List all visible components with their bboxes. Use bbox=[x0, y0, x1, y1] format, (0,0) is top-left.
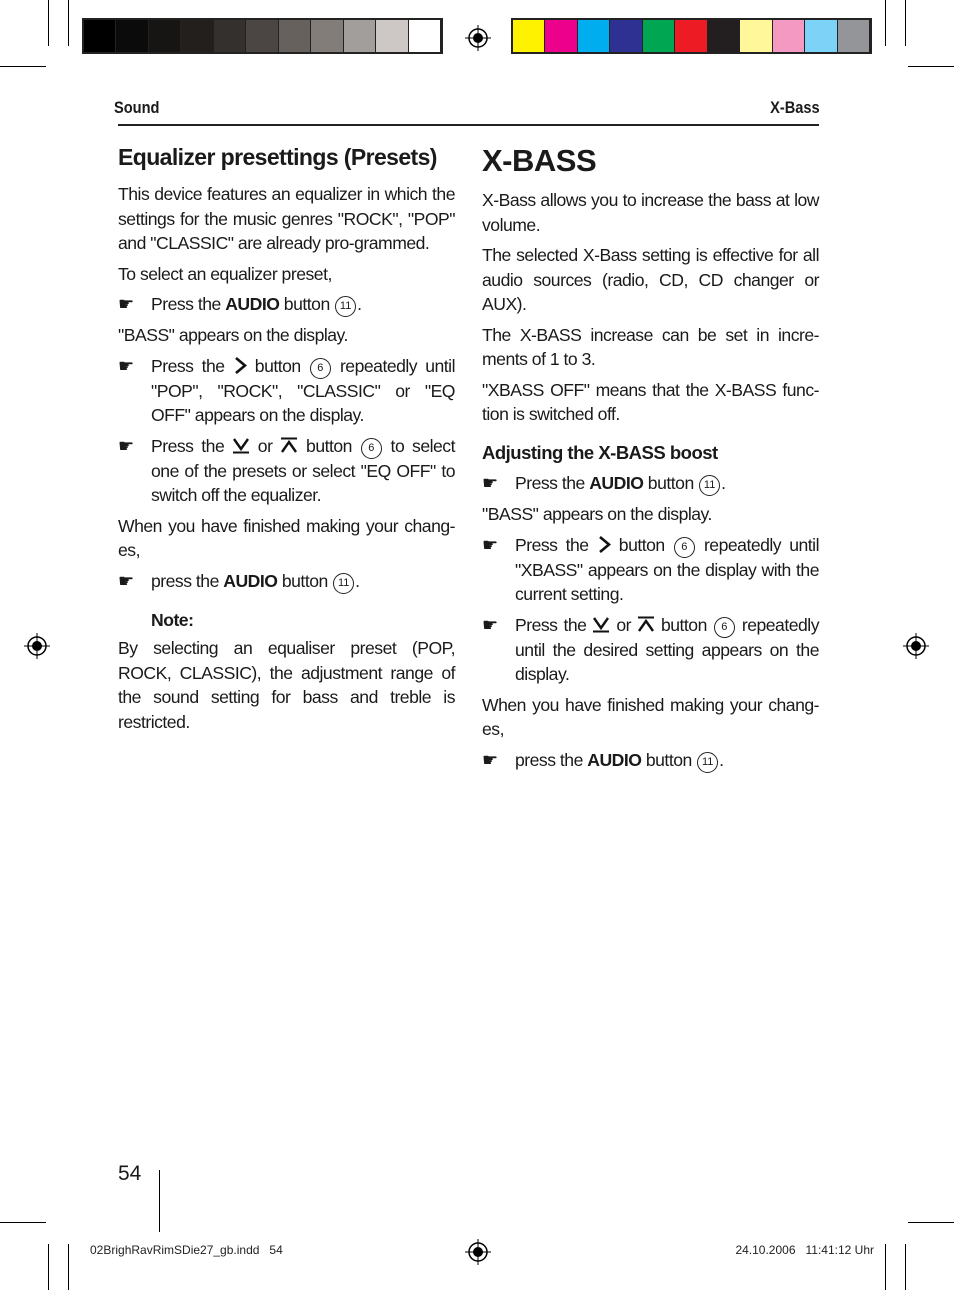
right-column bbox=[482, 140, 819, 779]
section-heading: Equalizer presettings (Presets) bbox=[118, 144, 437, 170]
color-swatch bbox=[149, 20, 181, 52]
registration-mark-icon bbox=[903, 633, 929, 659]
instruction-step: ☛ Press the AUDIO button 11 . bbox=[482, 471, 819, 496]
page-number-rule bbox=[159, 1170, 160, 1232]
pointing-hand-icon: ☛ bbox=[482, 614, 498, 635]
color-swatch bbox=[279, 20, 311, 52]
chevron-up-icon bbox=[637, 616, 655, 633]
instruction-step: ☛ Press the button 6 repeatedly until "POP", "ROCK", "CLASSIC" or "EQ OFF" appears on the display. bbox=[118, 354, 455, 428]
color-swatch bbox=[675, 20, 707, 52]
crop-mark bbox=[48, 1244, 49, 1290]
registration-mark-icon bbox=[24, 633, 50, 659]
crop-mark bbox=[68, 0, 69, 46]
color-swatch bbox=[311, 20, 343, 52]
color-swatch bbox=[344, 20, 376, 52]
left-column bbox=[118, 140, 455, 740]
color-swatch bbox=[513, 20, 545, 52]
pointing-hand-icon: ☛ bbox=[482, 749, 498, 770]
crop-mark bbox=[908, 66, 954, 67]
crop-mark bbox=[908, 1222, 954, 1223]
button-number-badge: 6 bbox=[714, 617, 735, 638]
footer-filename: 02BrighRavRimSDie27_gb.indd 54 bbox=[90, 1243, 283, 1257]
paragraph: "XBASS OFF" means that the X-BASS func-tion is switched off. bbox=[482, 379, 819, 424]
color-swatch bbox=[643, 20, 675, 52]
paragraph: The X-BASS increase can be set in incre-ments of 1 to 3. bbox=[482, 324, 819, 369]
running-head-left: Sound bbox=[114, 98, 160, 117]
pointing-hand-icon: ☛ bbox=[482, 534, 498, 555]
page-number: 54 bbox=[118, 1162, 142, 1185]
color-swatch bbox=[708, 20, 740, 52]
color-swatch bbox=[376, 20, 408, 52]
pointing-hand-icon: ☛ bbox=[118, 355, 134, 376]
subheading: Adjusting the X-BASS boost bbox=[482, 441, 718, 463]
color-swatch bbox=[740, 20, 772, 52]
paragraph: To select an equalizer preset, bbox=[118, 263, 332, 284]
color-swatch bbox=[84, 20, 116, 52]
registration-mark-icon bbox=[465, 25, 491, 51]
paragraph: This device features an equalizer in which the settings for the music genres "ROCK", "POP" and "CLASSIC" are already pro-grammed. bbox=[118, 184, 455, 253]
color-swatch bbox=[610, 20, 642, 52]
crop-mark bbox=[0, 1222, 46, 1223]
instruction-step: ☛ press the AUDIO button 11 . bbox=[118, 569, 455, 594]
color-swatch bbox=[578, 20, 610, 52]
instruction-step: ☛ Press the or button 6 repeatedly until the desired setting appears on the display. bbox=[482, 613, 819, 687]
color-swatch bbox=[805, 20, 837, 52]
paragraph: When you have finished making your chang-es, bbox=[482, 694, 819, 739]
paragraph: When you have finished making your chang-es, bbox=[118, 515, 455, 560]
chevron-down-icon bbox=[592, 616, 610, 633]
crop-mark bbox=[905, 1244, 906, 1290]
crop-mark bbox=[885, 1244, 886, 1290]
crop-mark bbox=[68, 1244, 69, 1290]
chevron-right-icon bbox=[233, 357, 247, 374]
section-heading: X-BASS bbox=[482, 143, 597, 178]
pointing-hand-icon: ☛ bbox=[118, 570, 134, 591]
gray-calibration-bar bbox=[82, 18, 443, 54]
registration-mark-icon bbox=[465, 1239, 491, 1265]
instruction-step: ☛ press the AUDIO button 11 . bbox=[482, 748, 819, 773]
button-number-badge: 11 bbox=[333, 573, 354, 594]
paragraph: X-Bass allows you to increase the bass at low volume. bbox=[482, 190, 819, 235]
chevron-down-icon bbox=[232, 437, 250, 454]
paragraph: The selected X-Bass setting is effective for all audio sources (radio, CD, CD changer or AUX). bbox=[482, 245, 819, 314]
button-number-badge: 11 bbox=[335, 296, 356, 317]
pointing-hand-icon: ☛ bbox=[118, 294, 134, 314]
button-number-badge: 6 bbox=[674, 537, 695, 558]
footer-timestamp: 24.10.2006 11:41:12 Uhr bbox=[735, 1243, 874, 1257]
color-swatch bbox=[773, 20, 805, 52]
header-rule bbox=[118, 124, 819, 126]
color-swatch bbox=[214, 20, 246, 52]
crop-mark bbox=[885, 0, 886, 46]
paragraph: "BASS" appears on the display. bbox=[482, 504, 712, 524]
crop-mark bbox=[0, 66, 46, 67]
color-swatch bbox=[409, 20, 441, 52]
note-text: By selecting an equaliser preset (POP, ROCK, CLASSIC), the adjustment range of the sound setting for bass and treble is restricted. bbox=[118, 638, 455, 732]
note-heading: Note: bbox=[151, 609, 194, 630]
pointing-hand-icon: ☛ bbox=[118, 435, 134, 456]
color-swatch bbox=[838, 20, 870, 52]
pointing-hand-icon: ☛ bbox=[482, 473, 498, 493]
color-swatch bbox=[246, 20, 278, 52]
color-swatch bbox=[116, 20, 148, 52]
paragraph: "BASS" appears on the display. bbox=[118, 325, 348, 345]
chevron-up-icon bbox=[280, 437, 298, 454]
button-number-badge: 6 bbox=[310, 358, 331, 379]
crop-mark bbox=[905, 0, 906, 46]
chevron-right-icon bbox=[597, 536, 611, 553]
running-head-right: X-Bass bbox=[770, 98, 820, 117]
instruction-step: ☛ Press the or button 6 to select one of the presets or select "EQ OFF" to switch off the equalizer. bbox=[118, 434, 455, 508]
button-number-badge: 11 bbox=[699, 475, 720, 496]
button-number-badge: 6 bbox=[361, 438, 382, 459]
color-swatch bbox=[181, 20, 213, 52]
color-calibration-bar bbox=[511, 18, 872, 54]
instruction-step: ☛ Press the AUDIO button 11 . bbox=[118, 292, 455, 317]
crop-mark bbox=[48, 0, 49, 46]
instruction-step: ☛ Press the button 6 repeatedly until "XBASS" appears on the display with the current setting. bbox=[482, 533, 819, 607]
color-swatch bbox=[545, 20, 577, 52]
button-number-badge: 11 bbox=[697, 752, 718, 773]
